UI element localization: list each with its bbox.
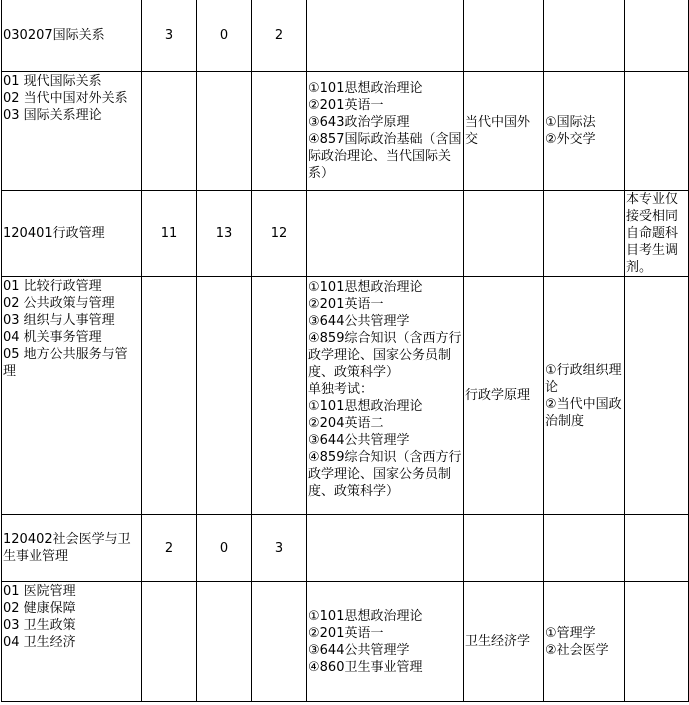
exam-item: ③644公共管理学	[308, 433, 410, 448]
additional-cell	[544, 0, 625, 72]
additional-cell	[544, 582, 625, 702]
direction-item: 03 国际关系理论	[3, 108, 102, 123]
directions-cell	[2, 582, 142, 702]
exam-item: ④859综合知识（含西方行政学理论、国家公务员制度、政策科学）	[308, 450, 462, 499]
exam-item: ②201英语一	[308, 98, 384, 113]
exam-cell	[307, 277, 464, 515]
additional-item: ②外交学	[545, 132, 596, 147]
additional-cell	[544, 191, 625, 277]
additional-item: ①管理学	[545, 625, 596, 641]
retest-cell: 行政学原理	[464, 277, 544, 515]
additional-item: ①行政组织理论	[545, 362, 622, 395]
exam-cell	[307, 0, 464, 72]
admissions-table	[1, 0, 689, 702]
count-cell: 2	[142, 515, 197, 582]
direction-item: 01 比较行政管理	[3, 279, 102, 294]
exam-item: ①101思想政治理论	[308, 608, 423, 624]
additional-item: ②社会医学	[545, 642, 609, 658]
count-cell	[252, 277, 307, 515]
additional-item: ②当代中国政治制度	[545, 396, 622, 429]
exam-cell	[307, 191, 464, 277]
direction-item: 03 卫生政策	[3, 618, 76, 633]
directions-cell	[2, 277, 142, 515]
table-row	[2, 515, 689, 582]
direction-item: 02 公共政策与管理	[3, 296, 115, 311]
retest-cell: 当代中国外交	[464, 72, 544, 191]
additional-cell	[544, 277, 625, 515]
count-cell	[197, 277, 252, 515]
count-cell: 3	[142, 0, 197, 72]
note-cell	[625, 515, 689, 582]
exam-cell	[307, 72, 464, 191]
count-cell: 0	[197, 0, 252, 72]
direction-item: 01 医院管理	[3, 584, 76, 599]
count-cell: 0	[197, 515, 252, 582]
major-name: 030207国际关系	[2, 0, 142, 72]
retest-cell: 卫生经济学	[464, 582, 544, 702]
table-row	[2, 0, 689, 72]
direction-item: 02 当代中国对外关系	[3, 91, 128, 106]
count-cell: 3	[252, 515, 307, 582]
additional-cell	[544, 515, 625, 582]
direction-item: 01 现代国际关系	[3, 74, 102, 89]
exam-item: ③643政治学原理	[308, 115, 410, 130]
retest-cell	[464, 0, 544, 72]
count-cell	[252, 72, 307, 191]
exam-item: ①101思想政治理论	[308, 81, 423, 96]
direction-item: 05 地方公共服务与管理	[3, 347, 128, 379]
exam-item: ②201英语一	[308, 297, 384, 312]
exam-item: ①101思想政治理论	[308, 280, 423, 295]
exam-cell	[307, 515, 464, 582]
exam-item: ③644公共管理学	[308, 642, 410, 658]
major-name: 120402社会医学与卫生事业管理	[2, 515, 142, 582]
note-cell	[625, 72, 689, 191]
exam-item: 单独考试：	[308, 382, 374, 397]
direction-item: 02 健康保障	[3, 601, 76, 616]
count-cell: 13	[197, 191, 252, 277]
exam-item: ④860卫生事业管理	[308, 659, 423, 675]
count-cell	[252, 582, 307, 702]
additional-item: ①国际法	[545, 115, 596, 130]
count-cell: 11	[142, 191, 197, 277]
exam-item: ②204英语二	[308, 416, 384, 431]
direction-item: 04 机关事务管理	[3, 330, 102, 345]
note-cell	[625, 582, 689, 702]
count-cell	[142, 72, 197, 191]
table-row	[2, 582, 689, 702]
major-name: 120401行政管理	[2, 191, 142, 277]
retest-cell	[464, 515, 544, 582]
exam-item: ①101思想政治理论	[308, 399, 423, 414]
note-cell: 本专业仅接受相同自命题科目考生调剂。	[625, 191, 689, 277]
direction-item: 03 组织与人事管理	[3, 313, 115, 328]
note-cell	[625, 277, 689, 515]
exam-item: ②201英语一	[308, 625, 384, 641]
retest-cell	[464, 191, 544, 277]
count-cell: 2	[252, 0, 307, 72]
table-row	[2, 277, 689, 515]
count-cell	[142, 277, 197, 515]
directions-cell	[2, 72, 142, 191]
count-cell: 12	[252, 191, 307, 277]
count-cell	[197, 72, 252, 191]
count-cell	[197, 582, 252, 702]
exam-item: ④857国际政治基础（含国际政治理论、当代国际关系）	[308, 132, 462, 181]
exam-cell	[307, 582, 464, 702]
additional-cell	[544, 72, 625, 191]
note-cell	[625, 0, 689, 72]
exam-item: ③644公共管理学	[308, 314, 410, 329]
count-cell	[142, 582, 197, 702]
table-row	[2, 72, 689, 191]
table-row	[2, 191, 689, 277]
direction-item: 04 卫生经济	[3, 635, 76, 650]
exam-item: ④859综合知识（含西方行政学理论、国家公务员制度、政策科学）	[308, 331, 462, 380]
